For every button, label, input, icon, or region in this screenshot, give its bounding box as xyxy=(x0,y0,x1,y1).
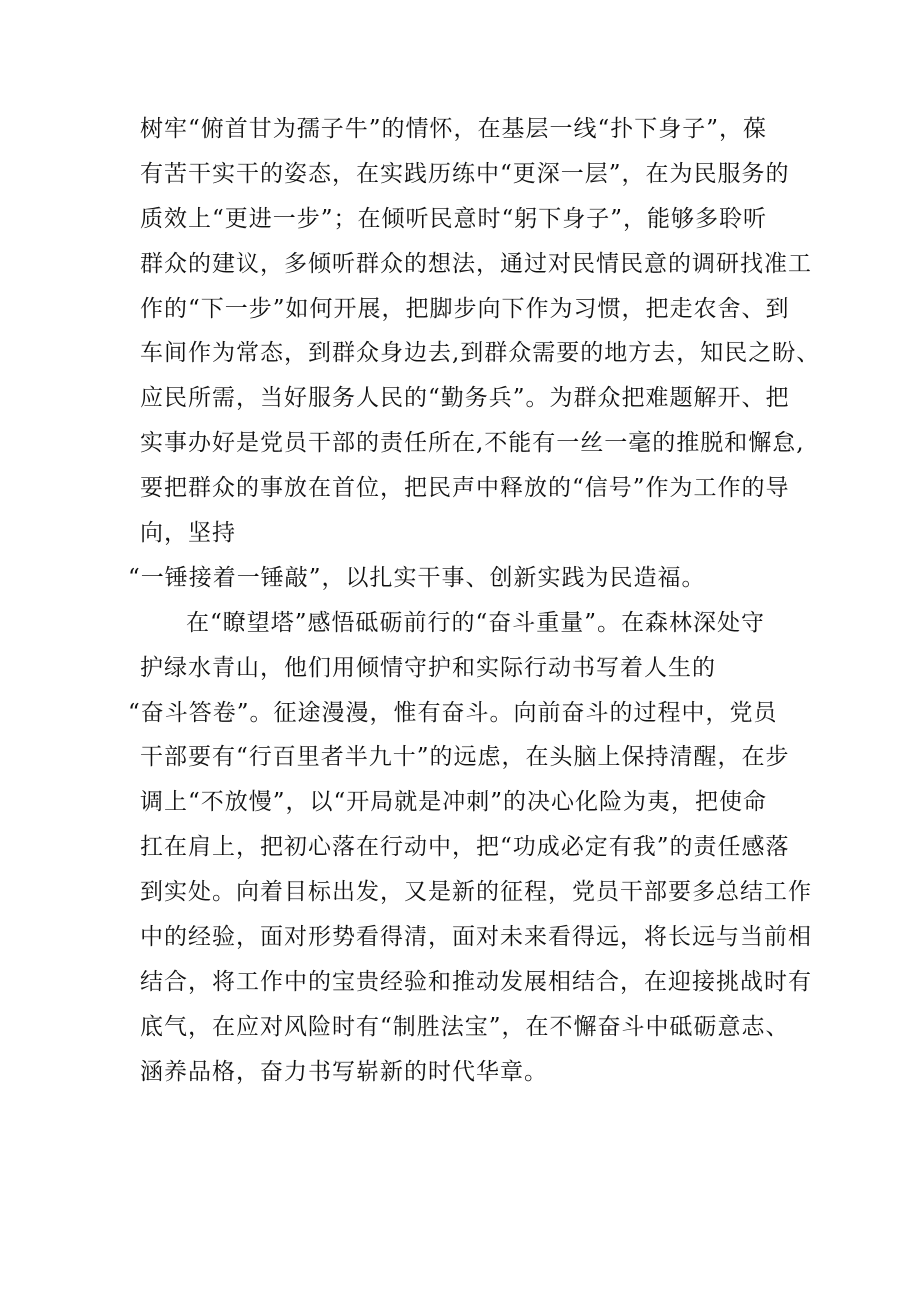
text-line: 树牢“俯首甘为孺子牛”的情怀，在基层一线“扑下身子”，葆 xyxy=(140,116,768,142)
text-line: 结合，将工作中的宝贵经验和推动发展相结合，在迎接挑战时有 xyxy=(140,968,812,995)
text-line: 应民所需，当好服务人民的“勤务兵”。为群众把难题解开、把 xyxy=(140,385,790,412)
text-line: 群众的建议，多倾听群众的想法，通过对民情民意的调研找准工 xyxy=(140,250,812,277)
text-line: 向，坚持 xyxy=(140,520,236,547)
text-line: “一锤接着一锤敲”，以扎实干事、创新实践为民造福。 xyxy=(128,564,706,591)
text-line: 扛在肩上，把初心落在行动中，把“功成必定有我”的责任感落 xyxy=(140,834,790,861)
text-line: 底气，在应对风险时有“制胜法宝”，在不懈奋斗中砥砺意志、 xyxy=(140,1013,790,1040)
text-line: 质效上“更进一步”；在倾听民意时“躬下身子”，能够多聆听 xyxy=(140,205,768,232)
text-line: 实事办好是党员干部的责任所在,不能有一丝一毫的推脱和懈怠, xyxy=(140,430,805,457)
text-line: 要把群众的事放在首位，把民声中释放的“信号”作为工作的导 xyxy=(140,475,790,502)
text-line: 有苦干实干的姿态，在实践历练中“更深一层”，在为民服务的 xyxy=(140,160,790,187)
text-line: 干部要有“行百里者半九十”的远虑，在头脑上保持清醒，在步 xyxy=(140,744,790,771)
paragraph-start-line: 在“瞭望塔”感悟砥砺前行的“奋斗重量”。在森林深处守 xyxy=(186,609,766,636)
text-line: 调上“不放慢”，以“开局就是冲刺”的决心化险为夷，把使命 xyxy=(140,789,768,816)
text-line: “奋斗答卷”。征途漫漫，惟有奋斗。向前奋斗的过程中，党员 xyxy=(128,699,778,726)
body-text xyxy=(128,107,821,1095)
text-line: 涵养品格，奋力书写崭新的时代华章。 xyxy=(140,1058,548,1085)
text-line: 到实处。向着目标出发，又是新的征程，党员干部要多总结工作 xyxy=(140,879,812,906)
text-line: 作的“下一步”如何开展，把脚步向下作为习惯，把走农舍、到 xyxy=(140,295,790,322)
text-line: 中的经验，面对形势看得清，面对未来看得远，将长远与当前相 xyxy=(140,924,812,951)
text-line: 车间作为常态，到群众身边去,到群众需要的地方去，知民之盼、 xyxy=(140,340,821,367)
text-line: 护绿水青山，他们用倾情守护和实际行动书写着人生的 xyxy=(140,654,716,681)
